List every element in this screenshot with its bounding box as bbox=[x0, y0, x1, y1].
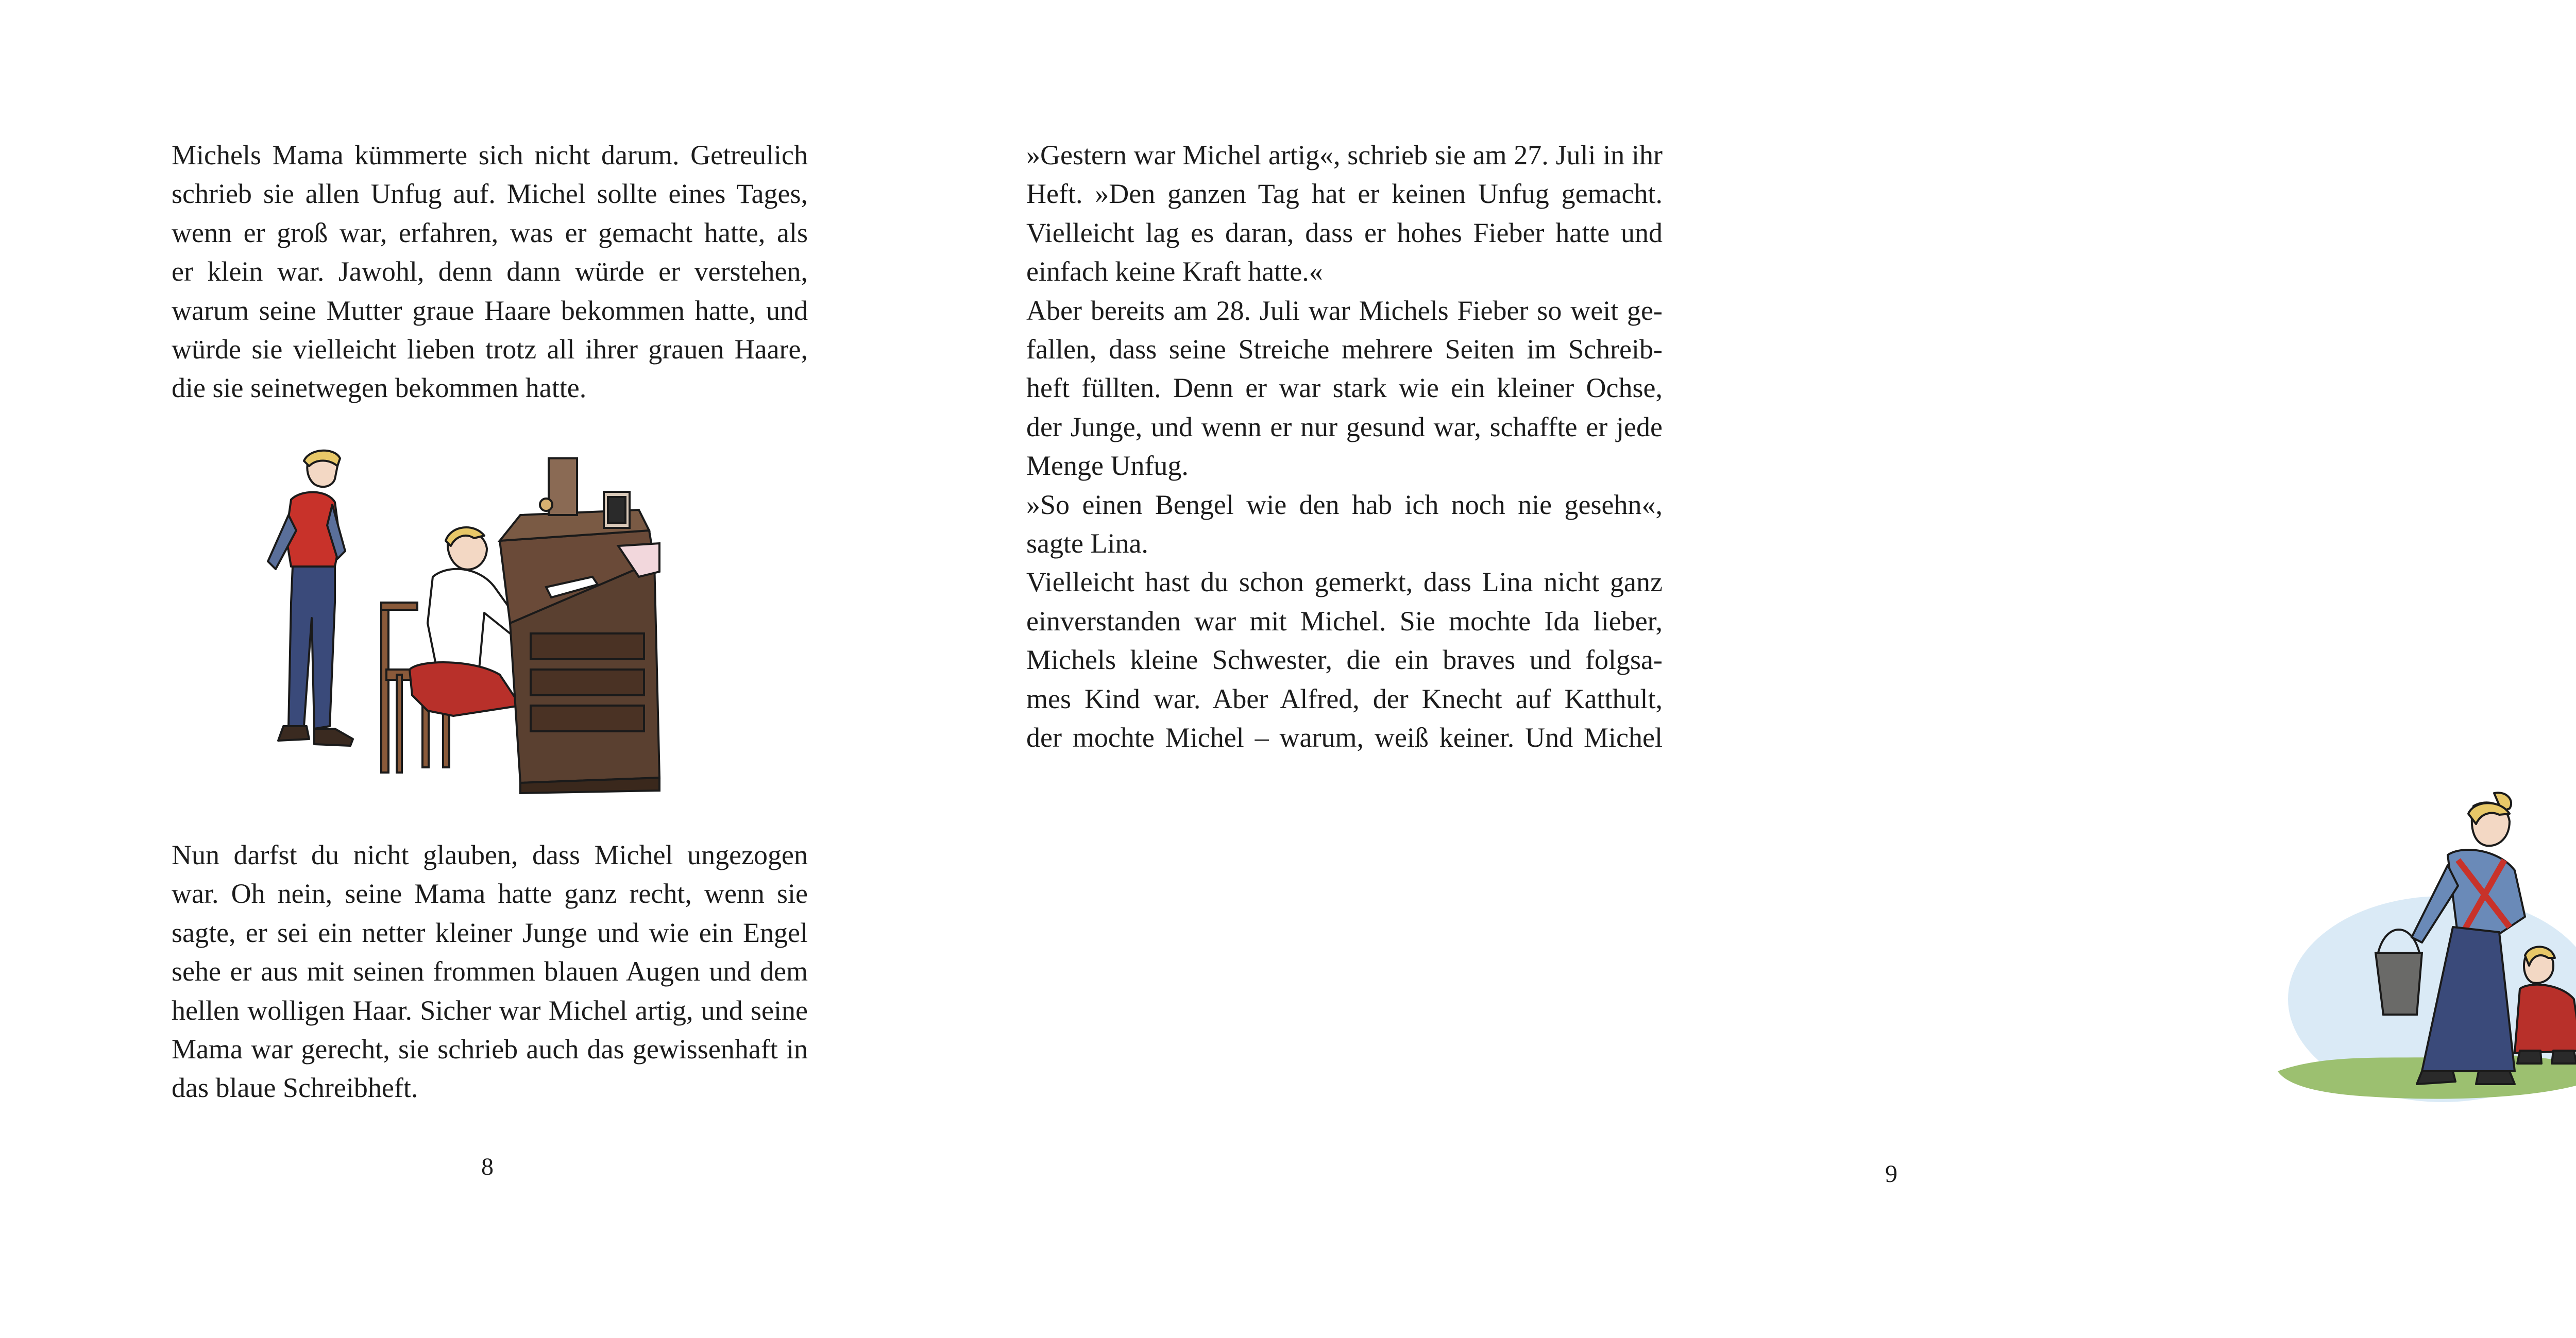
text-line: Vielleicht lag es daran, dass er hohes Fieber hatte und bbox=[1026, 217, 1663, 248]
right-text-block bbox=[1026, 136, 1663, 758]
text-line: sagte Lina. bbox=[1026, 528, 1148, 559]
text-line: Michels kleine Schwester, die ein braves und folgsa- bbox=[1026, 644, 1663, 676]
text-line: mes Kind war. Aber Alfred, der Knecht auf Katthult, bbox=[1026, 683, 1663, 714]
text-line: warum seine Mutter graue Haare bekommen hatte, und bbox=[172, 295, 808, 326]
text-line: der mochte Michel – warum, weiß keiner. Und Michel bbox=[1026, 722, 1663, 753]
text-line: schrieb sie allen Unfug auf. Michel sollte eines Tages, bbox=[172, 178, 808, 210]
left-paragraph-1 bbox=[172, 136, 808, 408]
boy-figure bbox=[268, 451, 353, 746]
text-line: das blaue Schreibheft. bbox=[172, 1072, 418, 1104]
text-line: sehe er aus mit seinen frommen blauen Augen und dem bbox=[172, 956, 808, 987]
text-line: Vielleicht hast du schon gemerkt, dass Lina nicht ganz bbox=[1026, 567, 1663, 598]
text-line: einverstanden war mit Michel. Sie mochte Ida lieber, bbox=[1026, 605, 1663, 637]
text-line: einfach keine Kraft hatte.« bbox=[1026, 256, 1323, 287]
text-line: wenn er groß war, erfahren, was er gemacht hatte, als bbox=[172, 217, 808, 248]
page-number-right: 9 bbox=[1885, 1160, 1897, 1188]
text-line: Aber bereits am 28. Juli war Michels Fieber so weit ge- bbox=[1026, 295, 1663, 326]
text-line: heft füllten. Denn er war stark wie ein kleiner Ochse, bbox=[1026, 372, 1663, 404]
text-line: sagte, er sei ein netter kleiner Junge und wie ein Engel bbox=[172, 917, 808, 948]
text-line: Menge Unfug. bbox=[1026, 450, 1189, 482]
page-number-left: 8 bbox=[481, 1153, 494, 1180]
text-line: der Junge, und wenn er nur gesund war, schaffte er jede bbox=[1026, 411, 1663, 442]
text-line: würde sie vielleicht lieben trotz all ihrer grauen Haare, bbox=[172, 334, 808, 365]
illustration-woman-and-child-with-buckets bbox=[2273, 783, 2576, 1123]
text-line: Heft. »Den ganzen Tag hat er keinen Unfug gemacht. bbox=[1026, 178, 1663, 210]
illustration-boy-and-mother-at-desk bbox=[232, 448, 752, 798]
text-line: Mama war gerecht, sie schrieb auch das gewissenhaft in bbox=[172, 1034, 808, 1065]
right-page bbox=[912, 0, 1897, 1338]
text-line: er klein war. Jawohl, denn dann würde er verstehen, bbox=[172, 256, 808, 287]
left-paragraph-2 bbox=[172, 836, 808, 1108]
text-line: Nun darfst du nicht glauben, dass Michel ungezogen bbox=[172, 839, 808, 870]
left-page bbox=[0, 0, 912, 1338]
text-line: die sie seinetwegen bekommen hatte. bbox=[172, 372, 587, 404]
text-line: fallen, dass seine Streiche mehrere Seiten im Schreib- bbox=[1026, 334, 1663, 365]
text-line: Michels Mama kümmerte sich nicht darum. Getreulich bbox=[172, 140, 808, 170]
text-line: »Gestern war Michel artig«, schrieb sie am 27. Juli in ihr bbox=[1026, 140, 1663, 170]
text-line: hellen wolligen Haar. Sicher war Michel artig, und seine bbox=[172, 994, 808, 1026]
text-line: »So einen Bengel wie den hab ich noch nie gesehn«, bbox=[1026, 489, 1663, 520]
text-line: war. Oh nein, seine Mama hatte ganz recht, wenn sie bbox=[172, 878, 808, 910]
writing-desk bbox=[500, 458, 659, 793]
